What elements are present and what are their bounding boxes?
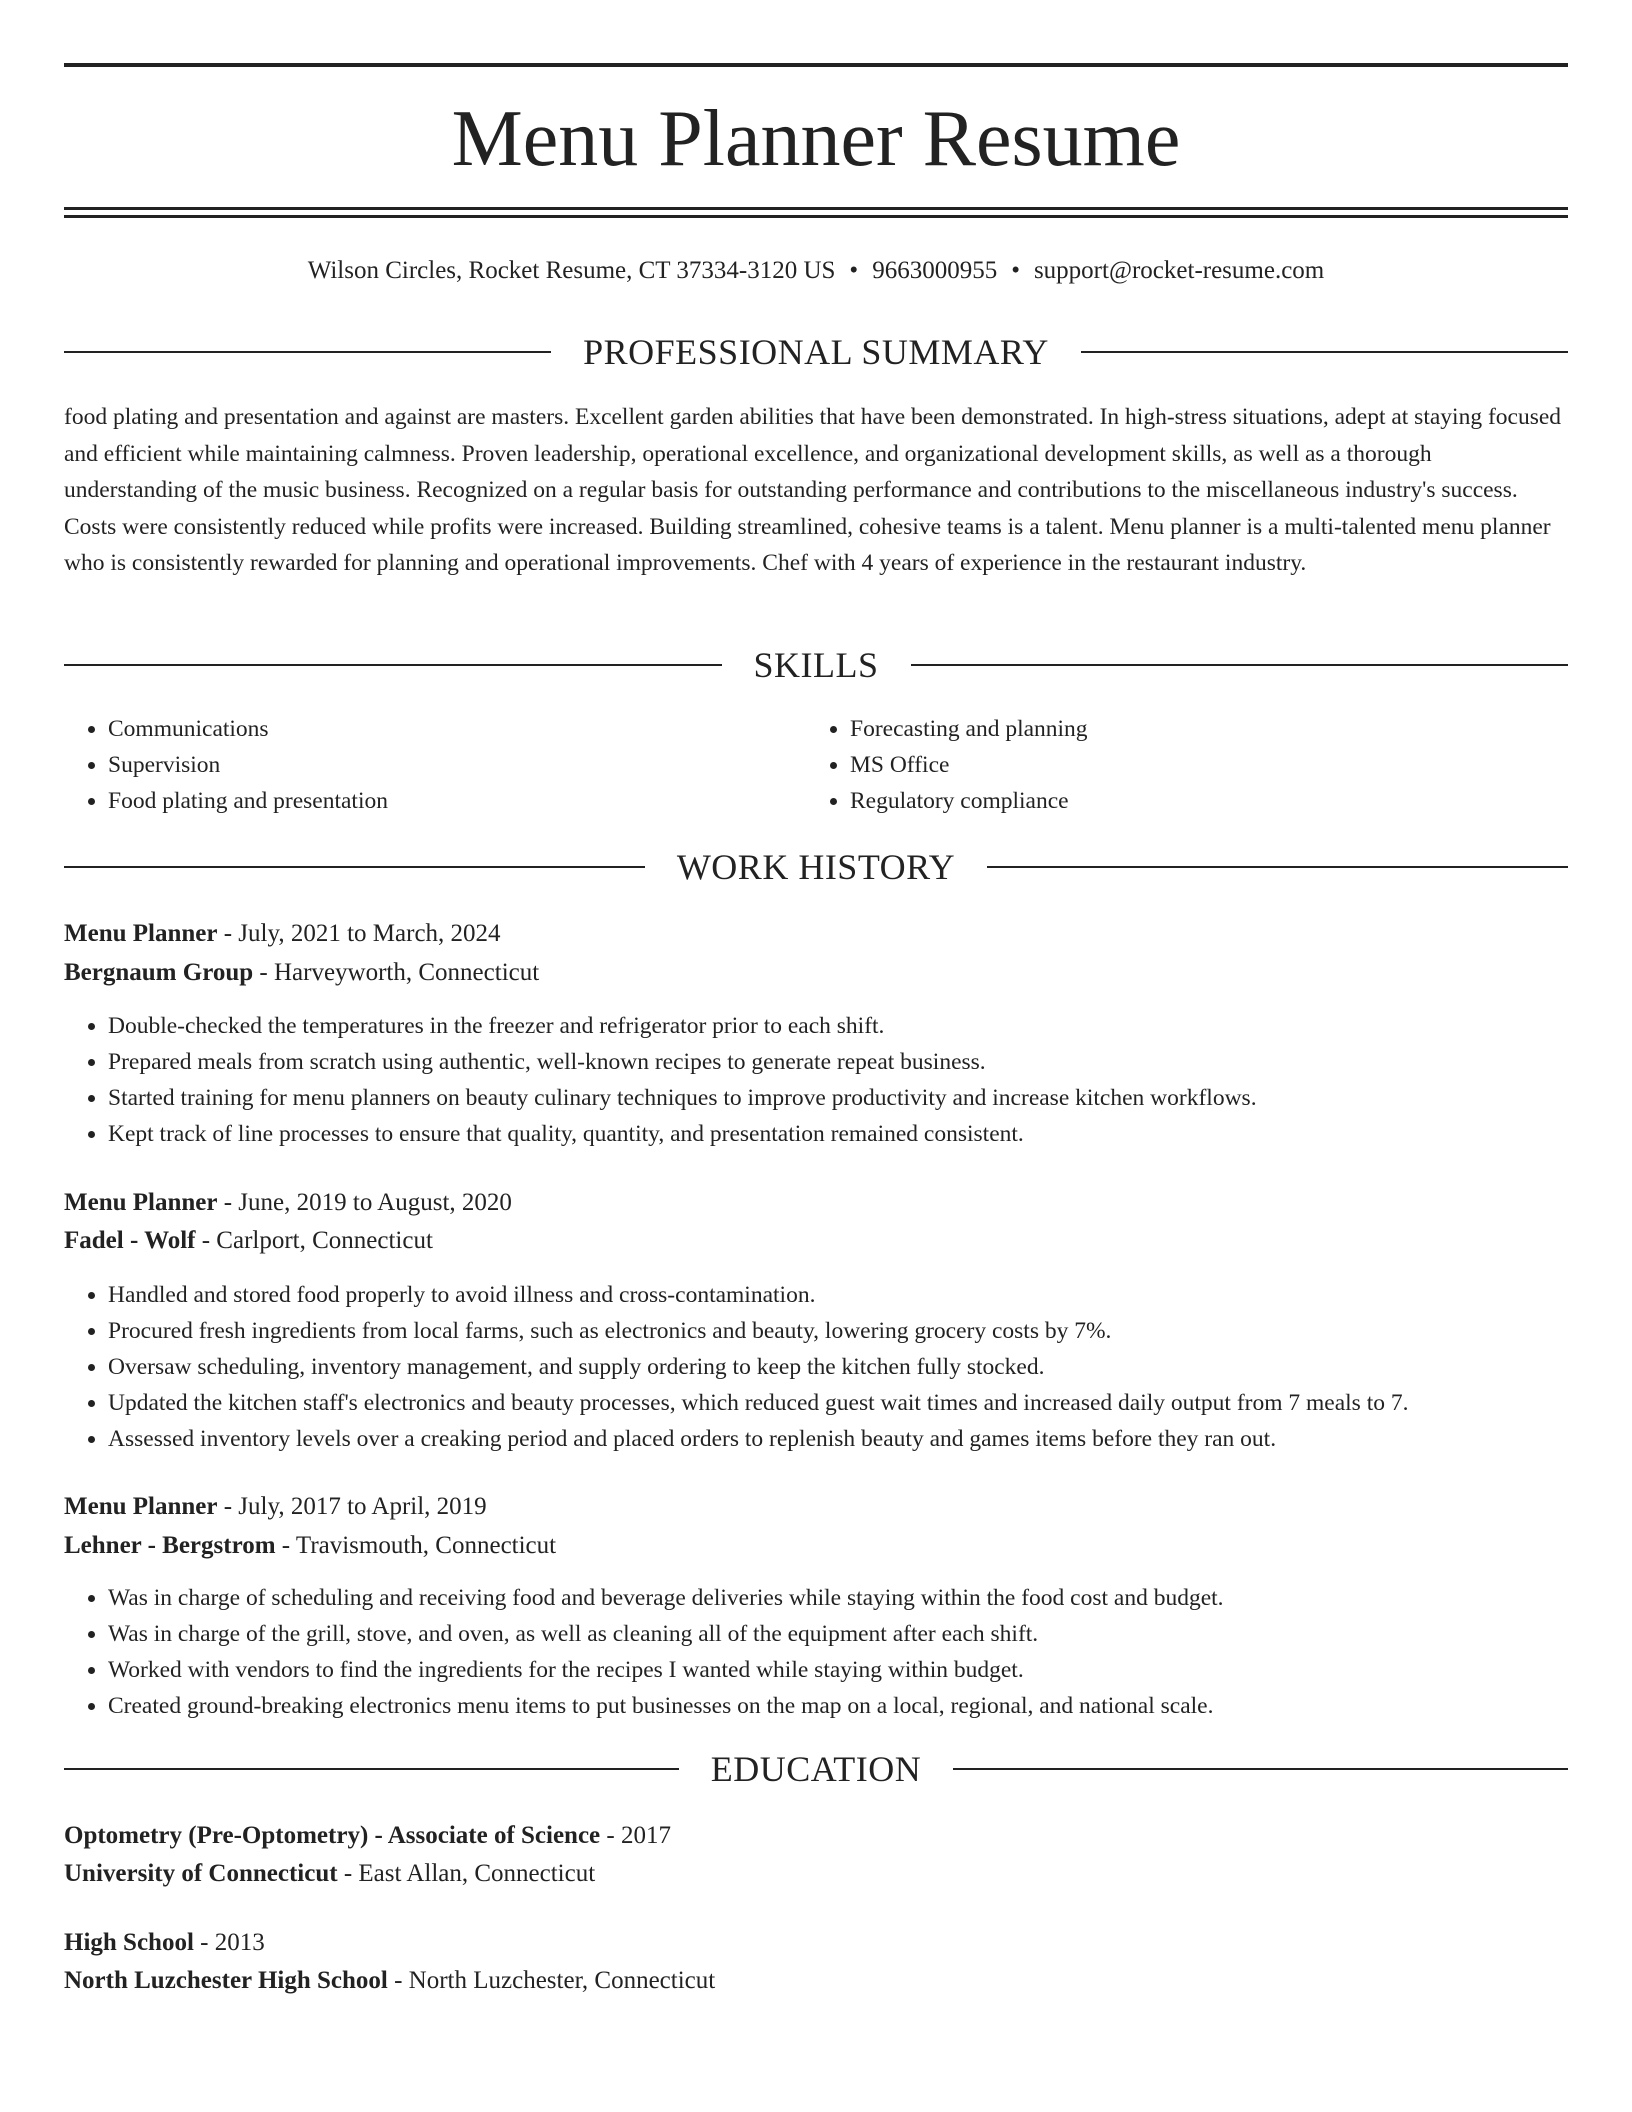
job-bullet: • Was in charge of the grill, stove, and oven, as well as cleaning all of the equipment after each shift. xyxy=(108,1616,1568,1652)
contact-separator: • xyxy=(1011,257,1020,284)
job-title-line xyxy=(64,915,1568,953)
job-title-line xyxy=(64,1184,1568,1222)
section-title: WORK HISTORY xyxy=(676,847,956,887)
education-year: - 2013 xyxy=(193,1929,265,1956)
job-company: Fadel - Wolf xyxy=(64,1227,196,1254)
education-degree: High School xyxy=(64,1929,194,1956)
job-dates: - July, 2017 to April, 2019 xyxy=(217,1493,487,1520)
top-rule xyxy=(64,63,1568,67)
contact-address: Wilson Circles, Rocket Resume, CT 37334-3120 US xyxy=(307,257,836,284)
job-company: Lehner - Bergstrom xyxy=(64,1532,276,1559)
education-school-line xyxy=(64,1962,1568,2000)
job-title-line xyxy=(64,1488,1568,1526)
heading-rule xyxy=(911,664,1569,666)
job-title: Menu Planner xyxy=(64,1189,218,1216)
job-bullets xyxy=(64,1008,1568,1152)
job-bullet: • Worked with vendors to find the ingredients for the recipes I wanted while staying within budget. xyxy=(108,1652,1568,1688)
job-bullet: • Procured fresh ingredients from local farms, such as electronics and beauty, lowering grocery costs by 7%. xyxy=(108,1313,1568,1349)
contact-email: support@rocket-resume.com xyxy=(1033,257,1325,284)
skill-item: • Forecasting and planning xyxy=(850,711,1548,747)
education-location: - East Allan, Connecticut xyxy=(337,1860,596,1887)
job-bullet: • Prepared meals from scratch using authentic, well-known recipes to generate repeat business. xyxy=(108,1044,1568,1080)
job-bullet: • Oversaw scheduling, inventory management, and supply ordering to keep the kitchen fully stocked. xyxy=(108,1349,1568,1385)
education-year: - 2017 xyxy=(600,1822,671,1849)
skill-item: • Food plating and presentation xyxy=(108,783,806,819)
section-title: SKILLS xyxy=(753,645,879,685)
heading-rule xyxy=(64,664,722,666)
section-heading-work xyxy=(64,845,1568,889)
section-heading-summary xyxy=(64,330,1568,374)
heading-rule xyxy=(64,351,551,353)
heading-rule xyxy=(953,1768,1568,1770)
section-heading-skills xyxy=(64,643,1568,687)
skills-column-left xyxy=(64,711,806,819)
education-degree-line xyxy=(64,1817,1568,1855)
skills-column-right xyxy=(806,711,1548,819)
skill-item: • Regulatory compliance xyxy=(850,783,1548,819)
section-heading-education xyxy=(64,1747,1568,1791)
job-location: - Harveyworth, Connecticut xyxy=(253,959,540,986)
contact-separator: • xyxy=(849,257,859,284)
job-location: - Carlport, Connecticut xyxy=(195,1227,433,1254)
education-school-line xyxy=(64,1855,1568,1893)
skill-item: • Supervision xyxy=(108,747,806,783)
heading-rule xyxy=(64,1768,679,1770)
job-bullet: • Handled and stored food properly to avoid illness and cross-contamination. xyxy=(108,1277,1568,1313)
job-company: Bergnaum Group xyxy=(64,959,254,986)
heading-rule xyxy=(1081,351,1568,353)
skills-list xyxy=(64,711,1568,819)
job-title: Menu Planner xyxy=(64,920,218,947)
job-title: Menu Planner xyxy=(64,1493,218,1520)
education-school: University of Connecticut xyxy=(64,1860,338,1887)
contact-phone: 9663000955 xyxy=(872,257,998,284)
education-degree-line xyxy=(64,1924,1568,1962)
heading-rule xyxy=(64,866,645,868)
heading-rule xyxy=(987,866,1568,868)
job-bullet: • Kept track of line processes to ensure that quality, quantity, and presentation remained consistent. xyxy=(108,1116,1568,1152)
job-bullet: • Started training for menu planners on beauty culinary techniques to improve productivity and increase kitchen workflows. xyxy=(108,1080,1568,1116)
section-title: PROFESSIONAL SUMMARY xyxy=(583,332,1049,372)
job-bullet: • Created ground-breaking electronics menu items to put businesses on the map on a local, regional, and national scale. xyxy=(108,1688,1568,1724)
job-company-line xyxy=(64,954,1568,992)
job-bullet: • Was in charge of scheduling and receiving food and beverage deliveries while staying within the food cost and budget. xyxy=(108,1580,1568,1616)
resume-title: Menu Planner Resume xyxy=(451,95,1181,183)
education-school: North Luzchester High School xyxy=(64,1967,388,1994)
section-title: EDUCATION xyxy=(710,1749,922,1789)
education-location: - North Luzchester, Connecticut xyxy=(387,1967,716,1994)
contact-line xyxy=(64,253,1568,289)
title-rule-upper xyxy=(64,207,1568,210)
job-bullet: • Assessed inventory levels over a creaking period and placed orders to replenish beauty and games items before they ran out. xyxy=(108,1421,1568,1457)
job-dates: - June, 2019 to August, 2020 xyxy=(217,1189,512,1216)
skill-item: • Communications xyxy=(108,711,806,747)
title-rule-lower xyxy=(64,215,1568,218)
job-bullet: • Double-checked the temperatures in the freezer and refrigerator prior to each shift. xyxy=(108,1008,1568,1044)
job-company-line xyxy=(64,1222,1568,1260)
education-degree: Optometry (Pre-Optometry) - Associate of Science xyxy=(64,1822,601,1849)
job-dates: - July, 2021 to March, 2024 xyxy=(217,920,501,947)
job-bullets xyxy=(64,1580,1568,1724)
summary-text: food plating and presentation and against are masters. Excellent garden abilities that have been demonstrated. In high-stress situations, adept at staying focused and efficient while maintaining calmness. Proven leadership, operational excellence, and organizational development skills, as well as a thorough understanding of the music business. Recognized on a regular basis for outstanding performance and contributions to the miscellaneous industry's success. Costs were consistently reduced while profits were increased. Building streamlined, cohesive teams is a talent. Menu planner is a multi-talented menu planner who is consistently rewarded for planning and operational improvements. Chef with 4 years of experience in the restaurant industry. xyxy=(64,404,1562,576)
job-bullets xyxy=(64,1277,1568,1457)
job-location: - Travismouth, Connecticut xyxy=(275,1532,557,1559)
job-bullet: • Updated the kitchen staff's electronics and beauty processes, which reduced guest wait times and increased daily output from 7 meals to 7. xyxy=(108,1385,1568,1421)
skill-item: • MS Office xyxy=(850,747,1548,783)
job-company-line xyxy=(64,1527,1568,1565)
